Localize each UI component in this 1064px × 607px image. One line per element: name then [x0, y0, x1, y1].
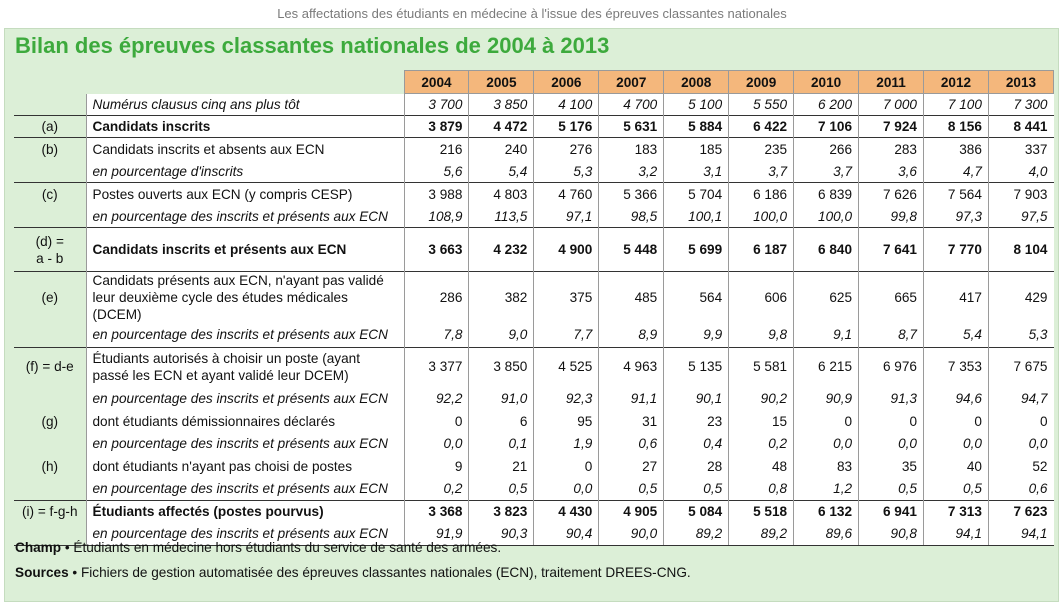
value-cell: 6 187	[729, 228, 794, 272]
row-code: (b)	[14, 138, 86, 162]
table-row	[14, 347, 1054, 386]
year-header: 2007	[599, 71, 664, 94]
value-cell: 7 353	[924, 347, 989, 386]
value-cell: 3 850	[469, 347, 534, 386]
value-cell: 4 700	[599, 94, 664, 116]
table-row	[14, 410, 1054, 432]
value-cell: 108,9	[404, 206, 469, 228]
value-cell: 90,8	[859, 523, 924, 545]
value-cell: 183	[599, 138, 664, 162]
row-code: (f) = d-e	[14, 347, 86, 386]
value-cell: 5 100	[664, 94, 729, 116]
value-cell: 5,4	[924, 323, 989, 347]
row-label-text: Candidats inscrits et présents aux ECN	[92, 242, 347, 257]
row-code	[14, 206, 86, 228]
value-cell: 429	[988, 272, 1053, 324]
value-cell: 92,3	[534, 386, 599, 410]
row-label	[86, 323, 404, 347]
value-cell: 0,0	[404, 432, 469, 455]
value-cell: 0	[924, 410, 989, 432]
value-cell: 5 518	[729, 500, 794, 523]
value-cell: 3 663	[404, 228, 469, 272]
row-label	[86, 272, 404, 324]
value-cell: 3 850	[469, 94, 534, 116]
value-cell: 5,4	[469, 162, 534, 183]
value-cell: 0,5	[599, 477, 664, 500]
row-label-text: Étudiants autorisés à choisir un poste (ayant passé les ECN et ayant validé leur DCEM)	[92, 350, 360, 383]
value-cell: 100,0	[794, 206, 859, 228]
table-row	[14, 272, 1054, 324]
value-cell: 216	[404, 138, 469, 162]
row-label-text: en pourcentage d'inscrits	[92, 164, 244, 180]
row-label-text: dont étudiants démissionnaires déclarés	[92, 413, 336, 429]
table-row	[14, 386, 1054, 410]
ecn-table	[14, 70, 1054, 546]
value-cell: 27	[599, 455, 664, 477]
value-cell: 7 564	[924, 183, 989, 206]
value-cell: 0,0	[924, 432, 989, 455]
value-cell: 90,4	[534, 523, 599, 545]
value-cell: 7,8	[404, 323, 469, 347]
value-cell: 0,5	[664, 477, 729, 500]
row-label-text: dont étudiants n'ayant pas choisi de postes	[92, 458, 353, 474]
sources-text: • Fichiers de gestion automatisée des épreuves classantes nationales (ECN), traitement DREES-CNG.	[68, 565, 691, 580]
page-caption: Les affectations des étudiants en médecine à l'issue des épreuves classantes nationales	[277, 6, 787, 21]
row-label	[86, 477, 404, 500]
value-cell: 48	[729, 455, 794, 477]
value-cell: 5,3	[534, 162, 599, 183]
value-cell: 99,8	[859, 206, 924, 228]
value-cell: 3 377	[404, 347, 469, 386]
value-cell: 4 905	[599, 500, 664, 523]
table-row	[14, 455, 1054, 477]
value-cell: 3 368	[404, 500, 469, 523]
row-label	[86, 116, 404, 138]
value-cell: 3 823	[469, 500, 534, 523]
value-cell: 89,2	[729, 523, 794, 545]
value-cell: 8,7	[859, 323, 924, 347]
value-cell: 9,8	[729, 323, 794, 347]
value-cell: 0,0	[859, 432, 924, 455]
value-cell: 6 132	[794, 500, 859, 523]
table-row	[14, 94, 1054, 116]
value-cell: 23	[664, 410, 729, 432]
value-cell: 5 699	[664, 228, 729, 272]
value-cell: 94,1	[988, 523, 1053, 545]
row-label	[86, 183, 404, 206]
row-label	[86, 162, 404, 183]
value-cell: 4 100	[534, 94, 599, 116]
row-label-text: Étudiants affectés (postes pourvus)	[92, 504, 324, 520]
year-header-row	[14, 71, 1054, 94]
value-cell: 3,1	[664, 162, 729, 183]
table-row	[14, 116, 1054, 138]
table-row	[14, 432, 1054, 455]
value-cell: 7 300	[988, 94, 1053, 116]
value-cell: 0,5	[859, 477, 924, 500]
row-code	[14, 477, 86, 500]
row-label	[86, 386, 404, 410]
value-cell: 91,9	[404, 523, 469, 545]
row-code	[14, 432, 86, 455]
value-cell: 5 448	[599, 228, 664, 272]
value-cell: 15	[729, 410, 794, 432]
row-code: (d) = a - b	[14, 228, 86, 272]
value-cell: 89,2	[664, 523, 729, 545]
value-cell: 7 770	[924, 228, 989, 272]
value-cell: 3,7	[729, 162, 794, 183]
value-cell: 564	[664, 272, 729, 324]
value-cell: 4 760	[534, 183, 599, 206]
row-code	[14, 386, 86, 410]
row-label-text: en pourcentage des inscrits et présents aux ECN	[92, 480, 388, 496]
value-cell: 1,9	[534, 432, 599, 455]
sources-note	[15, 565, 691, 580]
value-cell: 6 839	[794, 183, 859, 206]
value-cell: 5 581	[729, 347, 794, 386]
value-cell: 31	[599, 410, 664, 432]
value-cell: 100,0	[729, 206, 794, 228]
value-cell: 91,1	[599, 386, 664, 410]
year-header: 2012	[924, 71, 989, 94]
value-cell: 7 313	[924, 500, 989, 523]
value-cell: 90,3	[469, 523, 534, 545]
value-cell: 5 366	[599, 183, 664, 206]
year-header: 2013	[988, 71, 1053, 94]
value-cell: 6 422	[729, 116, 794, 138]
champ-note	[15, 540, 501, 555]
value-cell: 100,1	[664, 206, 729, 228]
value-cell: 5 084	[664, 500, 729, 523]
report-panel	[4, 28, 1059, 602]
value-cell: 235	[729, 138, 794, 162]
value-cell: 89,6	[794, 523, 859, 545]
value-cell: 5 135	[664, 347, 729, 386]
value-cell: 185	[664, 138, 729, 162]
value-cell: 7 675	[988, 347, 1053, 386]
value-cell: 7 641	[859, 228, 924, 272]
value-cell: 0,5	[924, 477, 989, 500]
value-cell: 3,7	[794, 162, 859, 183]
table-row	[14, 206, 1054, 228]
value-cell: 113,5	[469, 206, 534, 228]
row-label	[86, 138, 404, 162]
value-cell: 606	[729, 272, 794, 324]
value-cell: 4 900	[534, 228, 599, 272]
value-cell: 7 000	[859, 94, 924, 116]
row-code: (e)	[14, 272, 86, 324]
value-cell: 386	[924, 138, 989, 162]
value-cell: 98,5	[599, 206, 664, 228]
value-cell: 4,0	[988, 162, 1053, 183]
value-cell: 4 472	[469, 116, 534, 138]
value-cell: 3,2	[599, 162, 664, 183]
value-cell: 5 884	[664, 116, 729, 138]
value-cell: 485	[599, 272, 664, 324]
value-cell: 9,1	[794, 323, 859, 347]
value-cell: 92,2	[404, 386, 469, 410]
row-label-text: en pourcentage des inscrits et présents aux ECN	[92, 327, 388, 343]
value-cell: 9,0	[469, 323, 534, 347]
value-cell: 52	[988, 455, 1053, 477]
value-cell: 6 941	[859, 500, 924, 523]
value-cell: 625	[794, 272, 859, 324]
row-code	[14, 323, 86, 347]
value-cell: 0,1	[469, 432, 534, 455]
value-cell: 91,0	[469, 386, 534, 410]
value-cell: 3,6	[859, 162, 924, 183]
row-label	[86, 206, 404, 228]
row-label-text: en pourcentage des inscrits et présents aux ECN	[92, 526, 388, 542]
row-label	[86, 455, 404, 477]
year-header: 2009	[729, 71, 794, 94]
row-code	[14, 94, 86, 116]
table-row	[14, 162, 1054, 183]
value-cell: 8,9	[599, 323, 664, 347]
value-cell: 90,1	[664, 386, 729, 410]
value-cell: 97,5	[988, 206, 1053, 228]
value-cell: 417	[924, 272, 989, 324]
year-header: 2005	[469, 71, 534, 94]
value-cell: 5 631	[599, 116, 664, 138]
row-code: (g)	[14, 410, 86, 432]
year-header: 2008	[664, 71, 729, 94]
value-cell: 7 623	[988, 500, 1053, 523]
year-header: 2010	[794, 71, 859, 94]
value-cell: 4,7	[924, 162, 989, 183]
champ-text: • Étudiants en médecine hors étudiants du service de santé des armées.	[61, 540, 502, 555]
value-cell: 5,3	[988, 323, 1053, 347]
value-cell: 0,6	[599, 432, 664, 455]
value-cell: 90,2	[729, 386, 794, 410]
row-code: (a)	[14, 116, 86, 138]
value-cell: 7 924	[859, 116, 924, 138]
value-cell: 0	[859, 410, 924, 432]
value-cell: 6 840	[794, 228, 859, 272]
header-spacer	[14, 71, 404, 94]
value-cell: 0,4	[664, 432, 729, 455]
value-cell: 21	[469, 455, 534, 477]
table-row	[14, 477, 1054, 500]
value-cell: 0,2	[729, 432, 794, 455]
value-cell: 4 963	[599, 347, 664, 386]
value-cell: 0	[988, 410, 1053, 432]
row-label	[86, 228, 404, 272]
year-header: 2006	[534, 71, 599, 94]
value-cell: 4 430	[534, 500, 599, 523]
row-label-text: en pourcentage des inscrits et présents aux ECN	[92, 208, 388, 224]
value-cell: 5 176	[534, 116, 599, 138]
value-cell: 0	[794, 410, 859, 432]
value-cell: 0,8	[729, 477, 794, 500]
value-cell: 0,6	[988, 477, 1053, 500]
value-cell: 286	[404, 272, 469, 324]
value-cell: 0,0	[534, 477, 599, 500]
value-cell: 337	[988, 138, 1053, 162]
value-cell: 94,1	[924, 523, 989, 545]
value-cell: 7 903	[988, 183, 1053, 206]
value-cell: 97,3	[924, 206, 989, 228]
table-row	[14, 138, 1054, 162]
value-cell: 3 700	[404, 94, 469, 116]
row-code	[14, 162, 86, 183]
table-row	[14, 500, 1054, 523]
value-cell: 0,2	[404, 477, 469, 500]
value-cell: 7,7	[534, 323, 599, 347]
value-cell: 6	[469, 410, 534, 432]
value-cell: 28	[664, 455, 729, 477]
value-cell: 0	[404, 410, 469, 432]
value-cell: 6 976	[859, 347, 924, 386]
value-cell: 8 156	[924, 116, 989, 138]
row-label-text: en pourcentage des inscrits et présents aux ECN	[92, 390, 388, 406]
year-header: 2004	[404, 71, 469, 94]
value-cell: 6 200	[794, 94, 859, 116]
value-cell: 4 232	[469, 228, 534, 272]
value-cell: 91,3	[859, 386, 924, 410]
value-cell: 6 186	[729, 183, 794, 206]
table-title: Bilan des épreuves classantes nationales de 2004 à 2013	[15, 33, 610, 58]
row-label	[86, 432, 404, 455]
value-cell: 4 525	[534, 347, 599, 386]
year-header: 2011	[859, 71, 924, 94]
row-code: (c)	[14, 183, 86, 206]
value-cell: 5,6	[404, 162, 469, 183]
row-label-text: Numérus clausus cinq ans plus tôt	[92, 96, 300, 112]
value-cell: 8 441	[988, 116, 1053, 138]
value-cell: 7 626	[859, 183, 924, 206]
value-cell: 0,0	[988, 432, 1053, 455]
table-row	[14, 228, 1054, 272]
value-cell: 90,0	[599, 523, 664, 545]
value-cell: 0	[534, 455, 599, 477]
value-cell: 7 100	[924, 94, 989, 116]
row-code: (i) = f-g-h	[14, 500, 86, 523]
value-cell: 94,7	[988, 386, 1053, 410]
value-cell: 90,9	[794, 386, 859, 410]
row-label-text: en pourcentage des inscrits et présents aux ECN	[92, 436, 388, 451]
value-cell: 95	[534, 410, 599, 432]
value-cell: 9	[404, 455, 469, 477]
value-cell: 382	[469, 272, 534, 324]
value-cell: 1,2	[794, 477, 859, 500]
champ-label: Champ	[15, 540, 62, 555]
row-label-text: Candidats présents aux ECN, n'ayant pas validé leur deuxième cycle des études médicales (DCEM)	[92, 273, 384, 322]
sources-label: Sources	[15, 565, 69, 580]
value-cell: 283	[859, 138, 924, 162]
value-cell: 240	[469, 138, 534, 162]
table-row	[14, 323, 1054, 347]
value-cell: 0,0	[794, 432, 859, 455]
table-row	[14, 183, 1054, 206]
row-label	[86, 500, 404, 523]
value-cell: 83	[794, 455, 859, 477]
value-cell: 7 106	[794, 116, 859, 138]
value-cell: 4 803	[469, 183, 534, 206]
value-cell: 375	[534, 272, 599, 324]
value-cell: 35	[859, 455, 924, 477]
value-cell: 3 879	[404, 116, 469, 138]
value-cell: 276	[534, 138, 599, 162]
value-cell: 665	[859, 272, 924, 324]
value-cell: 3 988	[404, 183, 469, 206]
value-cell: 5 550	[729, 94, 794, 116]
row-label-text: Postes ouverts aux ECN (y compris CESP)	[92, 186, 353, 202]
row-label-text: Candidats inscrits	[92, 119, 211, 134]
row-label	[86, 410, 404, 432]
row-label-text: Candidats inscrits et absents aux ECN	[92, 142, 325, 158]
value-cell: 40	[924, 455, 989, 477]
row-code: (h)	[14, 455, 86, 477]
row-label	[86, 94, 404, 116]
value-cell: 94,6	[924, 386, 989, 410]
value-cell: 0,5	[469, 477, 534, 500]
row-label	[86, 347, 404, 386]
value-cell: 6 215	[794, 347, 859, 386]
value-cell: 97,1	[534, 206, 599, 228]
value-cell: 8 104	[988, 228, 1053, 272]
value-cell: 5 704	[664, 183, 729, 206]
value-cell: 9,9	[664, 323, 729, 347]
value-cell: 266	[794, 138, 859, 162]
